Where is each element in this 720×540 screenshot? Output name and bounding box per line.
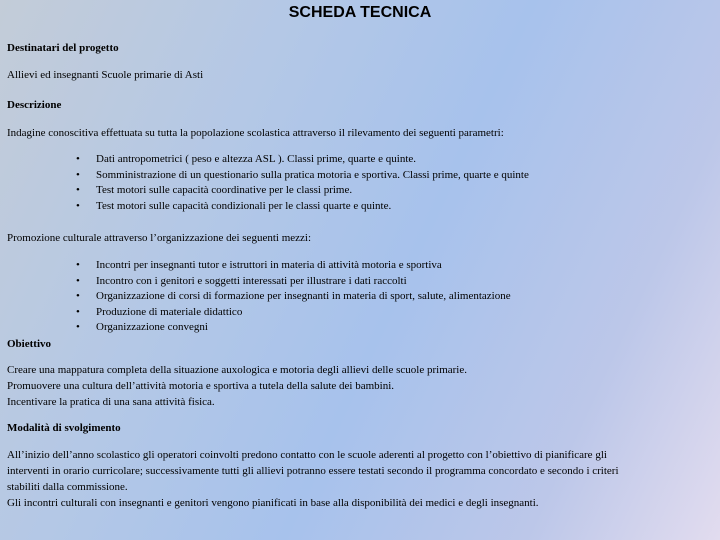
list-item: • Organizzazione convegni xyxy=(76,320,511,336)
promozione-intro: Promozione culturale attraverso l’organizzazione dei seguenti mezzi: xyxy=(7,232,312,244)
descrizione-heading: Descrizione xyxy=(7,99,62,111)
list-item: • Somministrazione di un questionario sulla pratica motoria e sportiva. Classi prime, quarte e quinte xyxy=(76,168,529,184)
list-item: • Produzione di materiale didattico xyxy=(76,305,511,321)
list-item: • Organizzazione di corsi di formazione per insegnanti in materia di sport, salute, alimentazione xyxy=(76,289,511,305)
obiettivo-heading: Obiettivo xyxy=(7,338,51,350)
obiettivo-line: Creare una mappatura completa della situazione auxologica e motoria degli allievi delle scuole primarie. xyxy=(7,364,467,376)
modalita-line: All’inizio dell’anno scolastico gli operatori coinvolti predono contatto con le scuole aderenti al progetto con l’obiettivo di pianificare gli xyxy=(7,449,607,461)
list-item: • Incontro con i genitori e soggetti interessati per illustrare i dati raccolti xyxy=(76,274,511,290)
promozione-list xyxy=(76,258,511,336)
obiettivo-line: Incentivare la pratica di una sana attività fisica. xyxy=(7,396,215,408)
obiettivo-line: Promuovere una cultura dell’attività motoria e sportiva a tutela della salute dei bambini. xyxy=(7,380,395,392)
modalita-heading: Modalità di svolgimento xyxy=(7,422,121,434)
destinatari-text: Allievi ed insegnanti Scuole primarie di Asti xyxy=(7,69,204,81)
list-item: • Incontri per insegnanti tutor e istruttori in materia di attività motoria e sportiva xyxy=(76,258,511,274)
descrizione-intro: Indagine conoscitiva effettuata su tutta la popolazione scolastica attraverso il rilevamento dei seguenti parametri: xyxy=(7,127,504,139)
modalita-line: Gli incontri culturali con insegnanti e genitori vengono pianificati in base alla disponibilità dei medici e degli insegnanti. xyxy=(7,497,539,509)
list-item: • Dati antropometrici ( peso e altezza ASL ). Classi prime, quarte e quinte. xyxy=(76,152,529,168)
modalita-text xyxy=(7,447,619,511)
obiettivo-text xyxy=(7,362,467,410)
destinatari-heading: Destinatari del progetto xyxy=(7,42,119,54)
modalita-line: interventi in orario curricolare; successivamente tutti gli allievi potranno essere testati secondo il programma concordato e secondo i criteri xyxy=(7,465,619,477)
list-item: • Test motori sulle capacità condizionali per le classi quarte e quinte. xyxy=(76,199,529,215)
page-title: SCHEDA TECNICA xyxy=(288,4,432,21)
list-item: • Test motori sulle capacità coordinative per le classi prime. xyxy=(76,183,529,199)
descrizione-list xyxy=(76,152,529,214)
modalita-line: stabiliti dalla commissione. xyxy=(7,481,128,493)
